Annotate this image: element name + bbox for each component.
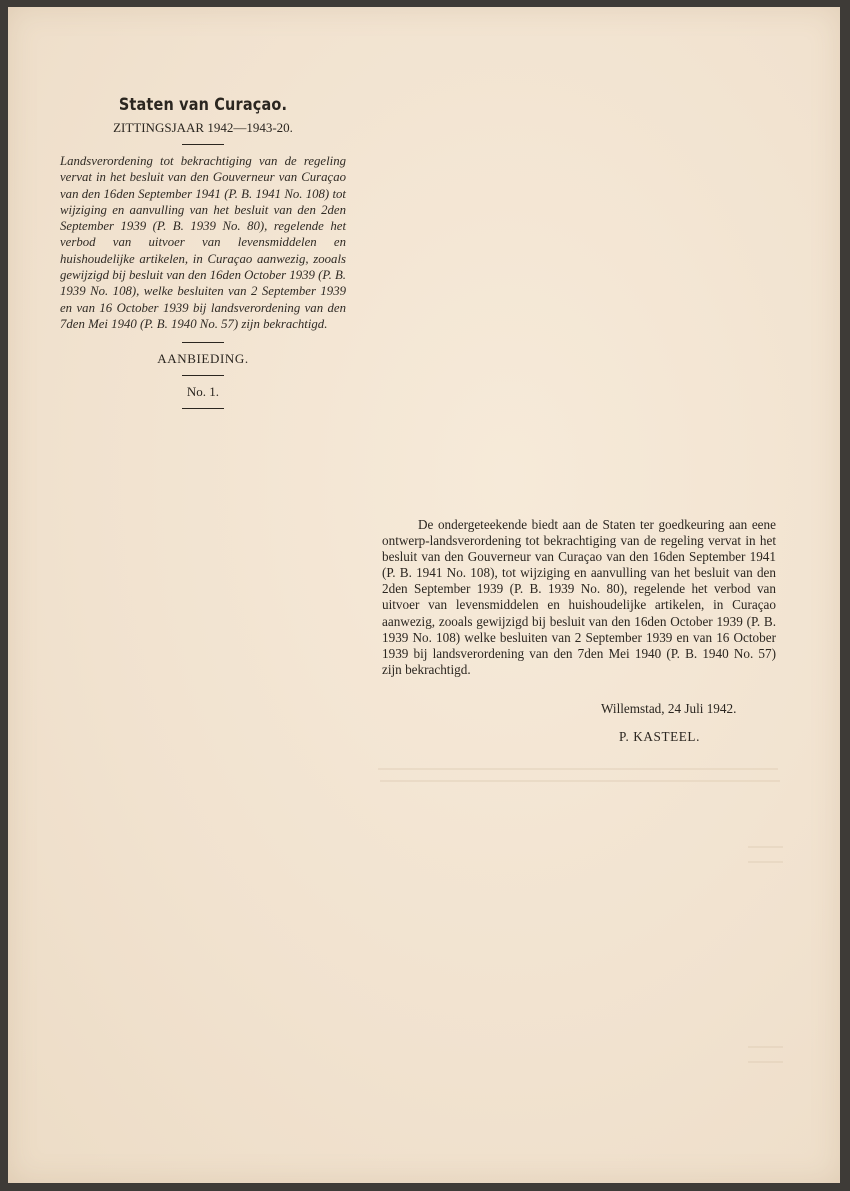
document-type: AANBIEDING. [157,351,249,367]
document-number: No. 1. [186,384,220,400]
subject-text: Landsverordening tot bekrachtiging van de regeling vervat in het besluit van den Gouverneur van Curaçao van den 16den September 1941 (P. B. 1941 No. 108) tot wijziging en aanvulling van het besluit van den 2den September 1939 (P. B. 1939 No. 80), regelende het verbod van uitvoer van levensmiddelen en huishoudelijke artikelen, in Curaçao aanwezig, zooals gewijzigd bij besluit van den 16den October 1939 (P. B. 1939 No. 108), welke besluiten van 2 September 1939 en van 16 October 1939 bij landsverordening van den 7den Mei 1940 (P. B. 1940 No. 57) zijn bekrachtigd. [60,154,346,331]
page-title: Staten van Curaçao. [118,95,288,115]
divider [182,375,224,376]
signature: P. KASTEEL. [619,729,700,744]
divider [182,408,224,409]
divider [182,342,224,343]
place-date: Willemstad, 24 Juli 1942. [601,701,737,716]
body-paragraph: De ondergeteekende biedt aan de Staten ter goedkeuring aan eene ontwerp-landsverordening tot bekrachtiging van de regeling vervat in het besluit van den Gouverneur van Curaçao van den 16den September 1941 (P. B. 1941 No. 108), tot wijziging en aanvulling van het besluit van den 2den September 1939 (P. B. 1939 No. 80), regelende het verbod van uitvoer van levensmiddelen en huishoudelijke artikelen, in Curaçao aanwezig, zooals gewijzigd bij besluit van den 16den October 1939 (P. B. 1939 No. 108) welke besluiten van 2 September 1939 en van 16 October 1939 bij landsverordening van den 7den Mei 1940 (P. B. 1940 No. 57) zijn bekrachtigd. [382,517,776,677]
divider [182,144,224,145]
session-year: ZITTINGSJAAR 1942—1943-20. [113,120,293,135]
header-column [60,95,346,417]
document-page [8,7,840,1183]
